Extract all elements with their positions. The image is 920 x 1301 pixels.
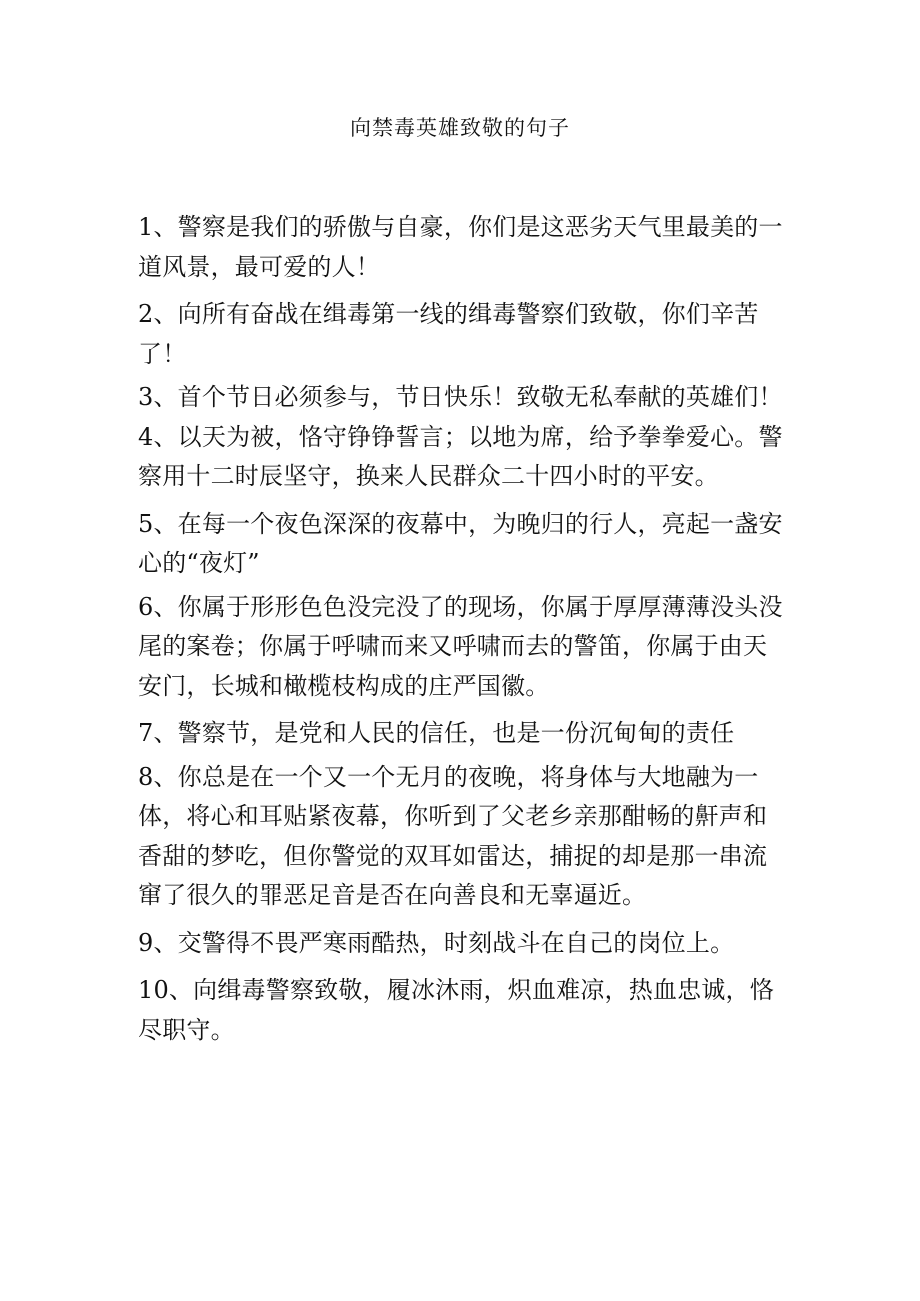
paragraph-8: 8、你总是在一个又一个无月的夜晚，将身体与大地融为一体，将心和耳贴紧夜幕，你听到了父老乡亲那酣畅的鼾声和香甜的梦吃，但你警觉的双耳如雷达，捕捉的却是那一串流窜了很久的罪恶足音是否在向善良和无辜逼近。 — [138, 762, 768, 909]
paragraph-7: 7、警察节，是党和人民的信任，也是一份沉甸甸的责任 — [138, 719, 735, 747]
document-title: 向禁毒英雄致敬的句子 — [350, 116, 570, 140]
paragraph-6: 6、你属于形形色色没完没了的现场，你属于厚厚薄薄没头没尾的案卷；你属于呼啸而来又呼啸而去的警笛，你属于由天安门，长城和橄榄枝构成的庄严国徽。 — [138, 592, 783, 700]
paragraph-10: 10、向缉毒警察致敬，履冰沐雨，炽血难凉，热血忠诚，恪尽职守。 — [138, 976, 774, 1044]
paragraph-5: 5、在每一个夜色深深的夜幕中，为晚归的行人，亮起一盏安心的“夜灯” — [138, 509, 783, 577]
document-body — [138, 208, 788, 1058]
paragraph-9: 9、交警得不畏严寒雨酷热，时刻战斗在自己的岗位上。 — [138, 928, 735, 957]
paragraph-2: 2、向所有奋战在缉毒第一线的缉毒警察们致敬，你们辛苦了！ — [138, 300, 759, 368]
paragraph-3: 3、首个节日必须参与，节日快乐！致敬无私奉献的英雄们！4、以天为被，恪守铮铮誓言；以地为席，给予拳拳爱心。警察用十二时辰坚守，换来人民群众二十四小时的平安。 — [138, 383, 783, 490]
paragraph-1: 1、警察是我们的骄傲与自豪，你们是这恶劣天气里最美的一道风景，最可爱的人！ — [138, 213, 783, 281]
